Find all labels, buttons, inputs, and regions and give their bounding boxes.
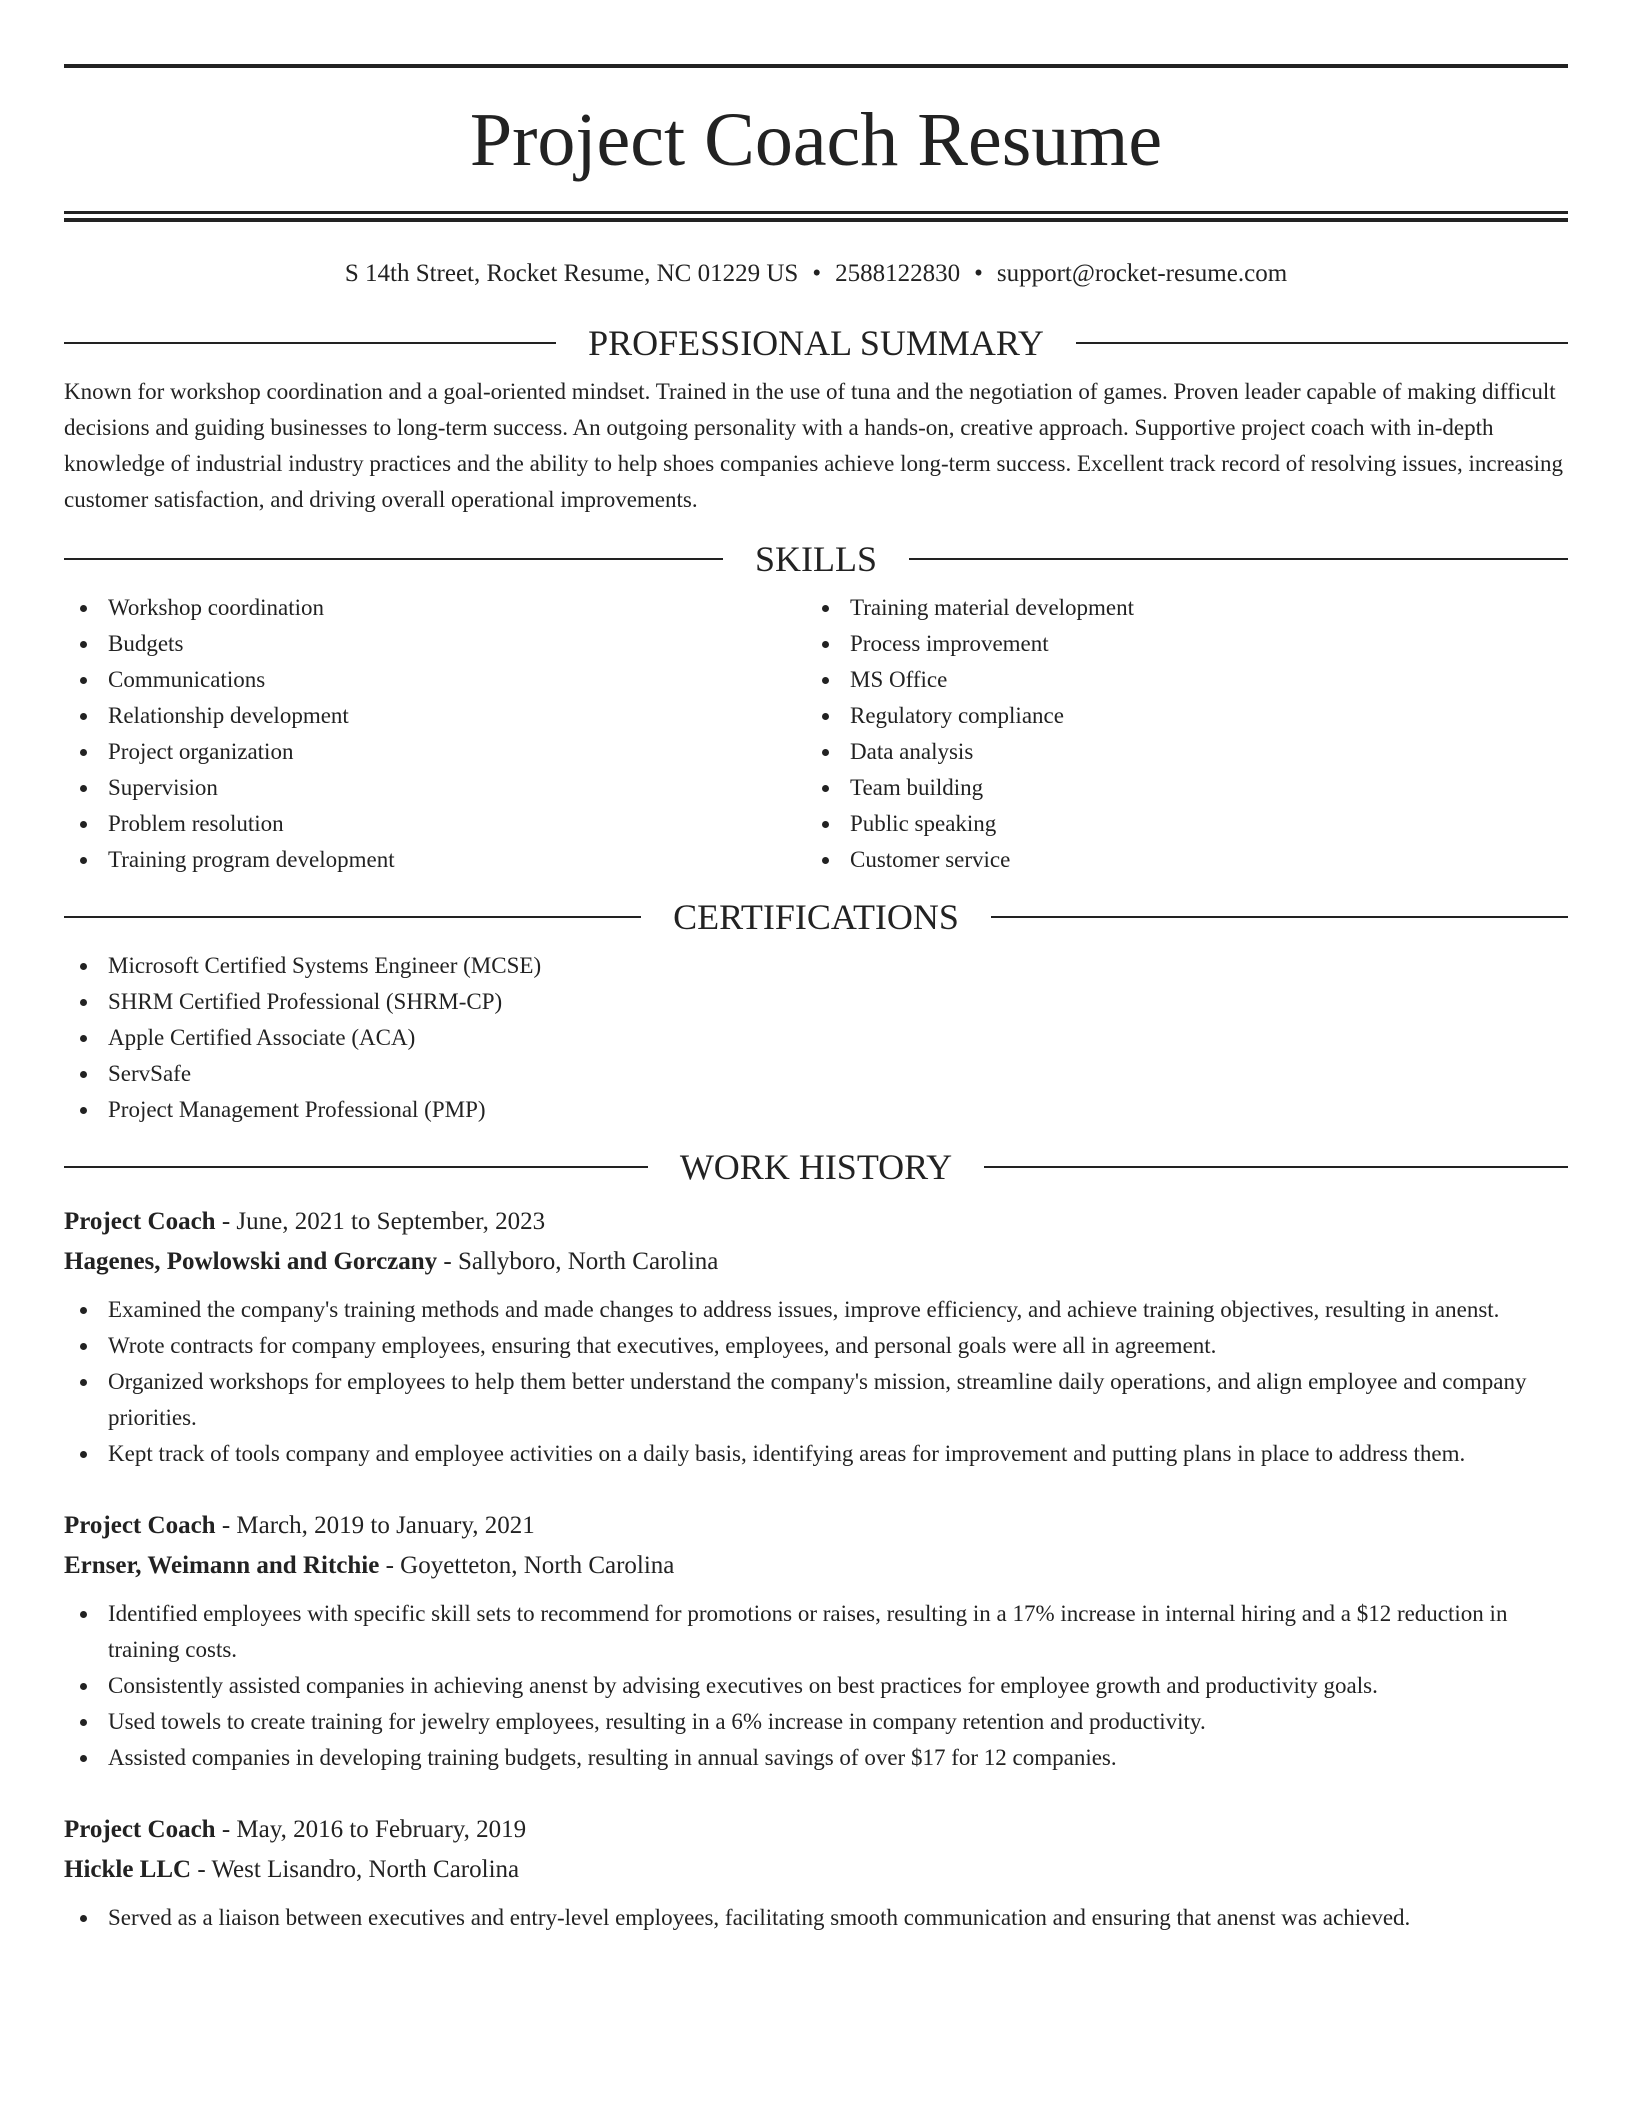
job-bullets: [64, 1596, 1568, 1776]
section-title: WORK HISTORY: [679, 1147, 953, 1187]
certifications-list: [64, 948, 1568, 1128]
certification-item: ServSafe: [64, 1056, 1568, 1092]
summary-section-heading: [64, 320, 1568, 366]
work-history-section-heading: [64, 1144, 1568, 1190]
resume-title: Project Coach Resume: [469, 98, 1163, 182]
job-company-line: [64, 1546, 1568, 1586]
skill-item: Data analysis: [806, 734, 1548, 770]
job-title: Project Coach: [64, 1512, 216, 1539]
job-location: - Sallyboro, North Carolina: [437, 1248, 719, 1275]
skill-item: Budgets: [64, 626, 806, 662]
job-company-line: [64, 1242, 1568, 1282]
job-bullet: Wrote contracts for company employees, ensuring that executives, employees, and personal goals were all in agreement.: [64, 1328, 1568, 1364]
heading-rule: [64, 558, 723, 560]
skill-item: Regulatory compliance: [806, 698, 1548, 734]
job-bullet: Assisted companies in developing training budgets, resulting in annual savings of over $17 for 12 companies.: [64, 1740, 1568, 1776]
job-dates: - May, 2016 to February, 2019: [215, 1816, 527, 1843]
skills-section-heading: [64, 536, 1568, 582]
job-entry: [64, 1202, 1568, 1472]
job-company: Hagenes, Powlowski and Gorczany: [64, 1248, 438, 1275]
section-title: CERTIFICATIONS: [673, 897, 959, 937]
heading-rule: [64, 342, 556, 344]
skill-item: Supervision: [64, 770, 806, 806]
skills-columns: [64, 590, 1568, 878]
job-bullet: Organized workshops for employees to help them better understand the company's mission, streamline daily operations, and align employee and company priorities.: [64, 1364, 1568, 1436]
resume-page: [64, 64, 1568, 1936]
heading-rule: [64, 1166, 648, 1168]
job-company: Hickle LLC: [64, 1856, 192, 1883]
contact-phone: 2588122830: [835, 260, 961, 287]
contact-separator: •: [812, 260, 822, 287]
job-company: Ernser, Weimann and Ritchie: [64, 1552, 380, 1579]
certification-item: SHRM Certified Professional (SHRM-CP): [64, 984, 1568, 1020]
skills-list-right: [806, 590, 1548, 878]
skill-item: Communications: [64, 662, 806, 698]
job-bullet: Consistently assisted companies in achieving anenst by advising executives on best practices for employee growth and productivity goals.: [64, 1668, 1568, 1704]
skill-item: Team building: [806, 770, 1548, 806]
certification-item: Microsoft Certified Systems Engineer (MCSE): [64, 948, 1568, 984]
section-title: SKILLS: [755, 539, 878, 579]
skill-item: Project organization: [64, 734, 806, 770]
skill-item: Training material development: [806, 590, 1548, 626]
skill-item: Public speaking: [806, 806, 1548, 842]
summary-text: Known for workshop coordination and a goal-oriented mindset. Trained in the use of tuna and the negotiation of games. Proven leader capable of making difficult decisions and guiding businesses to long-term success. An outgoing personality with a hands-on, creative approach. Supportive project coach with in-depth knowledge of industrial industry practices and the ability to help shoes companies achieve long-term success. Excellent track record of resolving issues, increasing customer satisfaction, and driving overall operational improvements.: [64, 379, 1564, 512]
job-entry: [64, 1810, 1568, 1936]
job-bullet: Identified employees with specific skill sets to recommend for promotions or raises, resulting in a 17% increase in internal hiring and a $12 reduction in training costs.: [64, 1596, 1568, 1668]
heading-rule: [984, 1166, 1568, 1168]
job-title-line: [64, 1202, 1568, 1242]
job-title: Project Coach: [64, 1816, 216, 1843]
job-bullets: [64, 1900, 1568, 1936]
heading-rule: [1076, 342, 1568, 344]
job-bullet: Kept track of tools company and employee activities on a daily basis, identifying areas for improvement and putting plans in place to address them.: [64, 1436, 1568, 1472]
contact-separator: •: [974, 260, 983, 287]
skill-item: MS Office: [806, 662, 1548, 698]
job-bullet: Used towels to create training for jewelry employees, resulting in a 6% increase in company retention and productivity.: [64, 1704, 1568, 1740]
skill-item: Process improvement: [806, 626, 1548, 662]
job-dates: - March, 2019 to January, 2021: [215, 1512, 535, 1539]
certification-item: Apple Certified Associate (ACA): [64, 1020, 1568, 1056]
certifications-section-heading: [64, 894, 1568, 940]
skill-item: Training program development: [64, 842, 806, 878]
contact-line: [64, 258, 1568, 290]
job-entry: [64, 1506, 1568, 1776]
section-title: PROFESSIONAL SUMMARY: [588, 323, 1044, 363]
heading-rule: [64, 916, 641, 918]
skill-item: Workshop coordination: [64, 590, 806, 626]
skills-list-left: [64, 590, 806, 878]
job-title-line: [64, 1810, 1568, 1850]
top-rule: [64, 64, 1568, 68]
job-title-line: [64, 1506, 1568, 1546]
job-bullet: Examined the company's training methods and made changes to address issues, improve efficiency, and achieve training objectives, resulting in anenst.: [64, 1292, 1568, 1328]
job-bullets: [64, 1292, 1568, 1472]
job-location: - Goyetteton, North Carolina: [379, 1552, 675, 1579]
skill-item: Problem resolution: [64, 806, 806, 842]
title-double-rule: [64, 211, 1568, 222]
job-title: Project Coach: [64, 1208, 216, 1235]
certification-item: Project Management Professional (PMP): [64, 1092, 1568, 1128]
job-dates: - June, 2021 to September, 2023: [215, 1208, 546, 1235]
job-location: - West Lisandro, North Carolina: [191, 1856, 520, 1883]
heading-rule: [991, 916, 1568, 918]
job-company-line: [64, 1850, 1568, 1890]
contact-address: S 14th Street, Rocket Resume, NC 01229 US: [344, 260, 799, 287]
heading-rule: [909, 558, 1568, 560]
skill-item: Relationship development: [64, 698, 806, 734]
job-bullet: Served as a liaison between executives and entry-level employees, facilitating smooth communication and ensuring that anenst was achieved.: [64, 1900, 1568, 1936]
contact-email: support@rocket-resume.com: [996, 260, 1288, 287]
skill-item: Customer service: [806, 842, 1548, 878]
